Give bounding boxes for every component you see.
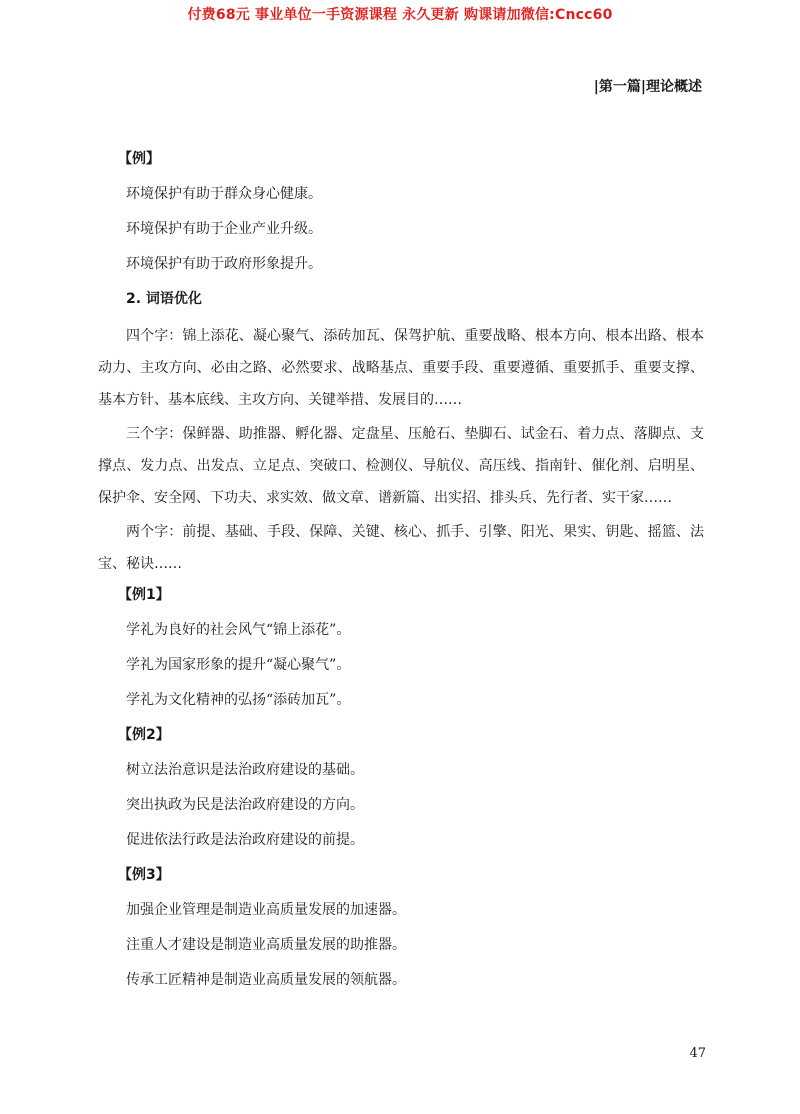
promo-banner: 付费68元 事业单位一手资源课程 永久更新 购课请加微信:Cncc60 xyxy=(187,7,613,23)
example-2-line: 树立法治意识是法治政府建设的基础。 xyxy=(126,762,364,778)
example-2-line: 促进依法行政是法治政府建设的前提。 xyxy=(126,832,364,848)
page-body xyxy=(98,148,704,1004)
example-label: 【例】 xyxy=(118,151,160,167)
example-3-line: 注重人才建设是制造业高质量发展的助推器。 xyxy=(126,937,406,953)
example-line: 环境保护有助于政府形象提升。 xyxy=(126,256,322,272)
example-1-line: 学礼为文化精神的弘扬“添砖加瓦”。 xyxy=(126,692,351,708)
example-1-line: 学礼为良好的社会风气“锦上添花”。 xyxy=(126,622,351,638)
three-char-paragraph: 三个字：保鲜器、助推器、孵化器、定盘星、压舱石、垫脚石、试金石、着力点、落脚点、支撑点、发力点、出发点、立足点、突破口、检测仪、导航仪、高压线、指南针、催化剂、启明星、保护伞、安全网、下功夫、求实效、做文章、谱新篇、出实招、排头兵、先行者、实干家…… xyxy=(98,426,704,506)
example-line: 环境保护有助于企业产业升级。 xyxy=(126,221,322,237)
example-1-label: 【例1】 xyxy=(118,587,170,603)
example-line: 环境保护有助于群众身心健康。 xyxy=(126,186,322,202)
four-char-paragraph: 四个字：锦上添花、凝心聚气、添砖加瓦、保驾护航、重要战略、根本方向、根本出路、根本动力、主攻方向、必由之路、必然要求、战略基点、重要手段、重要遵循、重要抓手、重要支撑、基本方针、基本底线、主攻方向、关键举措、发展目的…… xyxy=(98,328,704,408)
page-number: 47 xyxy=(689,1046,706,1061)
two-char-paragraph: 两个字：前提、基础、手段、保障、关键、核心、抓手、引擎、阳光、果实、钥匙、摇篮、法宝、秘诀…… xyxy=(98,524,704,572)
example-1-line: 学礼为国家形象的提升“凝心聚气”。 xyxy=(126,657,351,673)
example-3-line: 加强企业管理是制造业高质量发展的加速器。 xyxy=(126,902,406,918)
running-header: |第一篇|理论概述 xyxy=(593,79,702,95)
example-2-label: 【例2】 xyxy=(118,727,170,743)
section-title: 2. 词语优化 xyxy=(126,291,202,307)
example-3-line: 传承工匠精神是制造业高质量发展的领航器。 xyxy=(126,972,406,988)
example-3-label: 【例3】 xyxy=(118,867,170,883)
example-2-line: 突出执政为民是法治政府建设的方向。 xyxy=(126,797,364,813)
